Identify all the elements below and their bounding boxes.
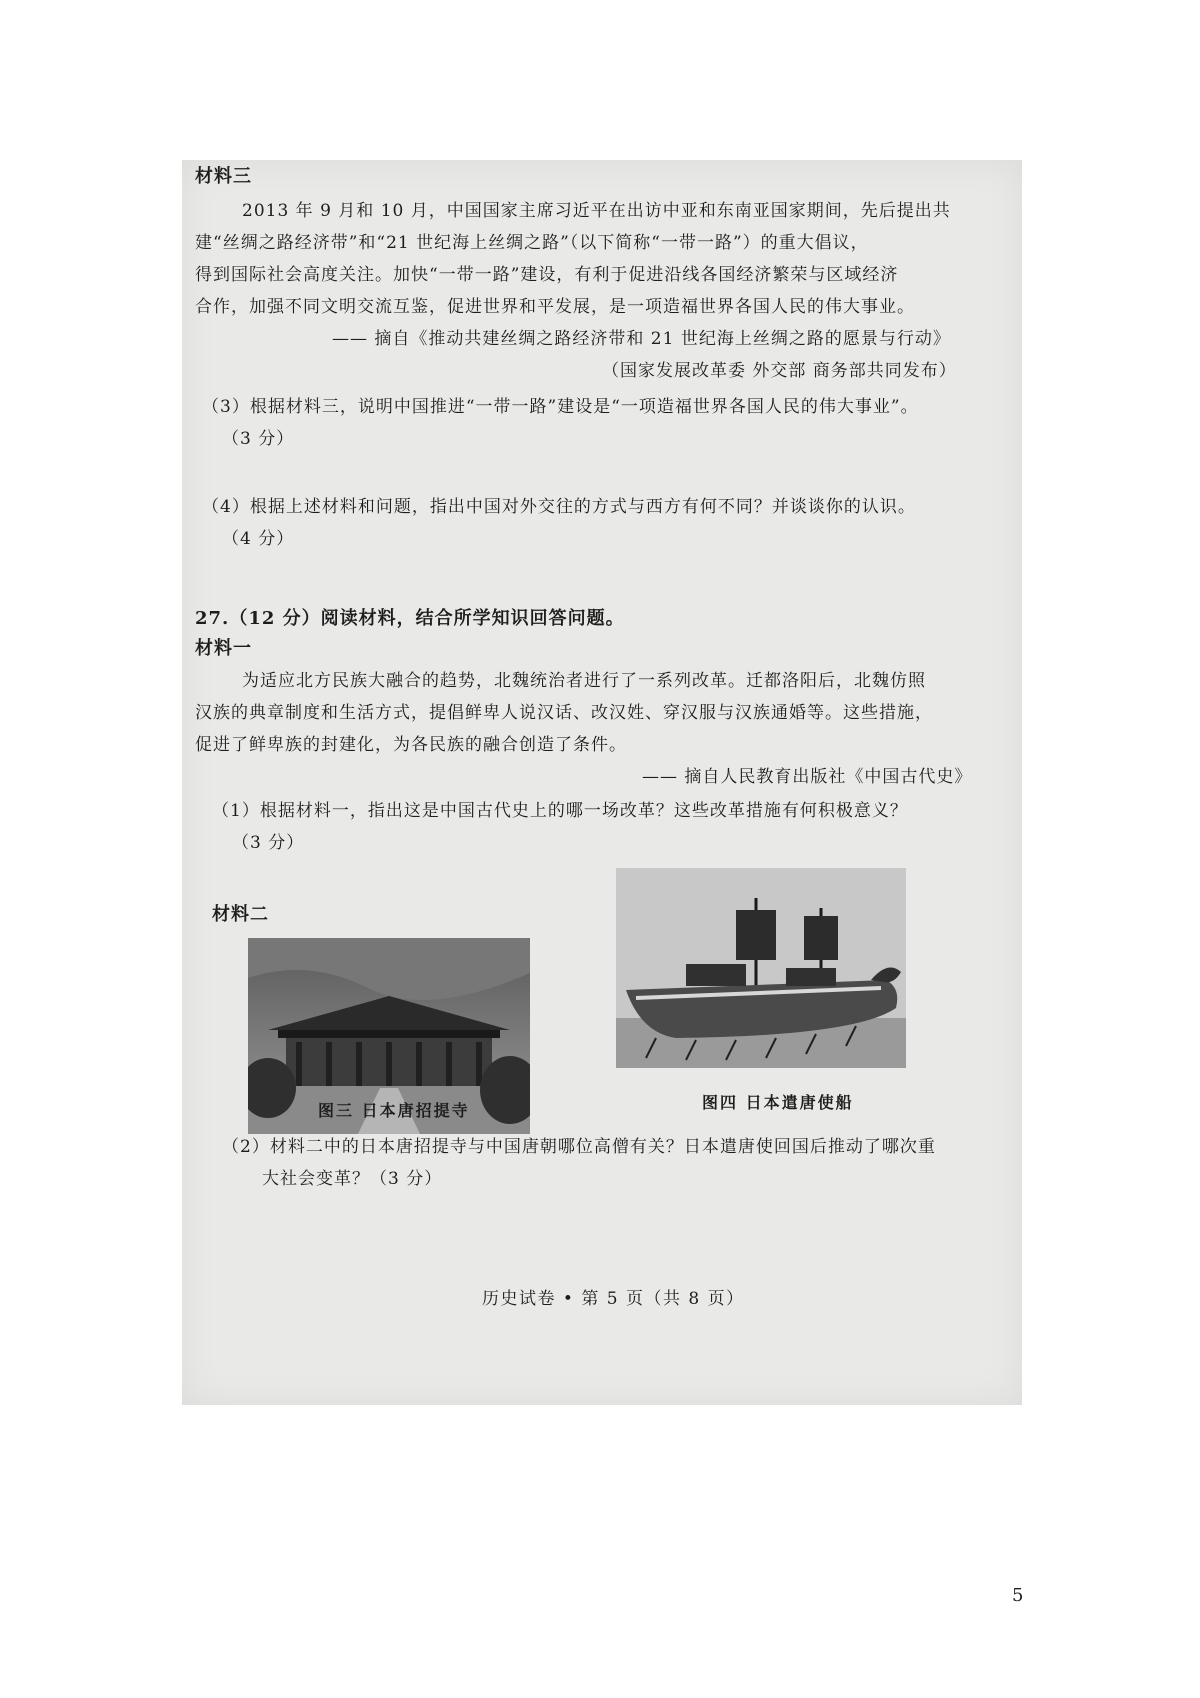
material3-line-1: 2013 年 9 月和 10 月，中国国家主席习近平在出访中亚和东南亚国家期间，先后提出共	[242, 201, 951, 221]
question-4-score: （4 分）	[222, 529, 295, 549]
material3-source-1: —— 摘自《推动共建丝绸之路经济带和 21 世纪海上丝绸之路的愿景与行动》	[332, 329, 951, 349]
material3-line-3: 得到国际社会高度关注。加快“一带一路”建设，有利于促进沿线各国经济繁荣与区域经济	[195, 265, 899, 285]
page-number: 5	[1012, 1585, 1024, 1606]
material3-line-2: 建“丝绸之路经济带”和“21 世纪海上丝绸之路”（以下简称“一带一路”）的重大倡议，	[195, 233, 869, 253]
question-3: （3）根据材料三，说明中国推进“一带一路”建设是“一项造福世界各国人民的伟大事业”。	[202, 397, 919, 417]
question-27-1-score: （3 分）	[232, 833, 305, 853]
question-27-1: （1）根据材料一，指出这是中国古代史上的哪一场改革？这些改革措施有何积极意义？	[212, 801, 908, 821]
material3-source-2: （国家发展改革委 外交部 商务部共同发布）	[602, 361, 957, 381]
material1-line-3: 促进了鲜卑族的封建化，为各民族的融合创造了条件。	[195, 735, 627, 755]
scanned-page	[182, 160, 1022, 1405]
figure4-caption: 图四 日本遣唐使船	[702, 1093, 854, 1112]
material1-line-1: 为适应北方民族大融合的趋势，北魏统治者进行了一系列改革。迁都洛阳后，北魏仿照	[242, 671, 926, 691]
figure3-caption: 图三 日本唐招提寺	[318, 1101, 470, 1120]
material1-heading: 材料一	[195, 638, 252, 659]
material1-source: —— 摘自人民教育出版社《中国古代史》	[642, 767, 973, 787]
page-footer: 历史试卷 • 第 5 页（共 8 页）	[482, 1289, 745, 1309]
question-3-score: （3 分）	[222, 429, 295, 449]
material1-line-2: 汉族的典章制度和生活方式，提倡鲜卑人说汉话、改汉姓、穿汉服与汉族通婚等。这些措施，	[195, 703, 933, 723]
material3-line-4: 合作，加强不同文明交流互鉴，促进世界和平发展，是一项造福世界各国人民的伟大事业。	[195, 297, 915, 317]
question-27-2-line-1: （2）材料二中的日本唐招提寺与中国唐朝哪位高僧有关？日本遣唐使回国后推动了哪次重	[222, 1137, 936, 1157]
question-27-title: 27.（12 分）阅读材料，结合所学知识回答问题。	[195, 608, 625, 629]
question-4: （4）根据上述材料和问题，指出中国对外交往的方式与西方有何不同？并谈谈你的认识。	[202, 497, 916, 517]
question-27-2-line-2: 大社会变革？（3 分）	[262, 1169, 443, 1189]
material3-heading: 材料三	[195, 166, 252, 187]
material2-heading: 材料二	[212, 904, 269, 925]
figure-envoy-ship	[616, 868, 906, 1068]
